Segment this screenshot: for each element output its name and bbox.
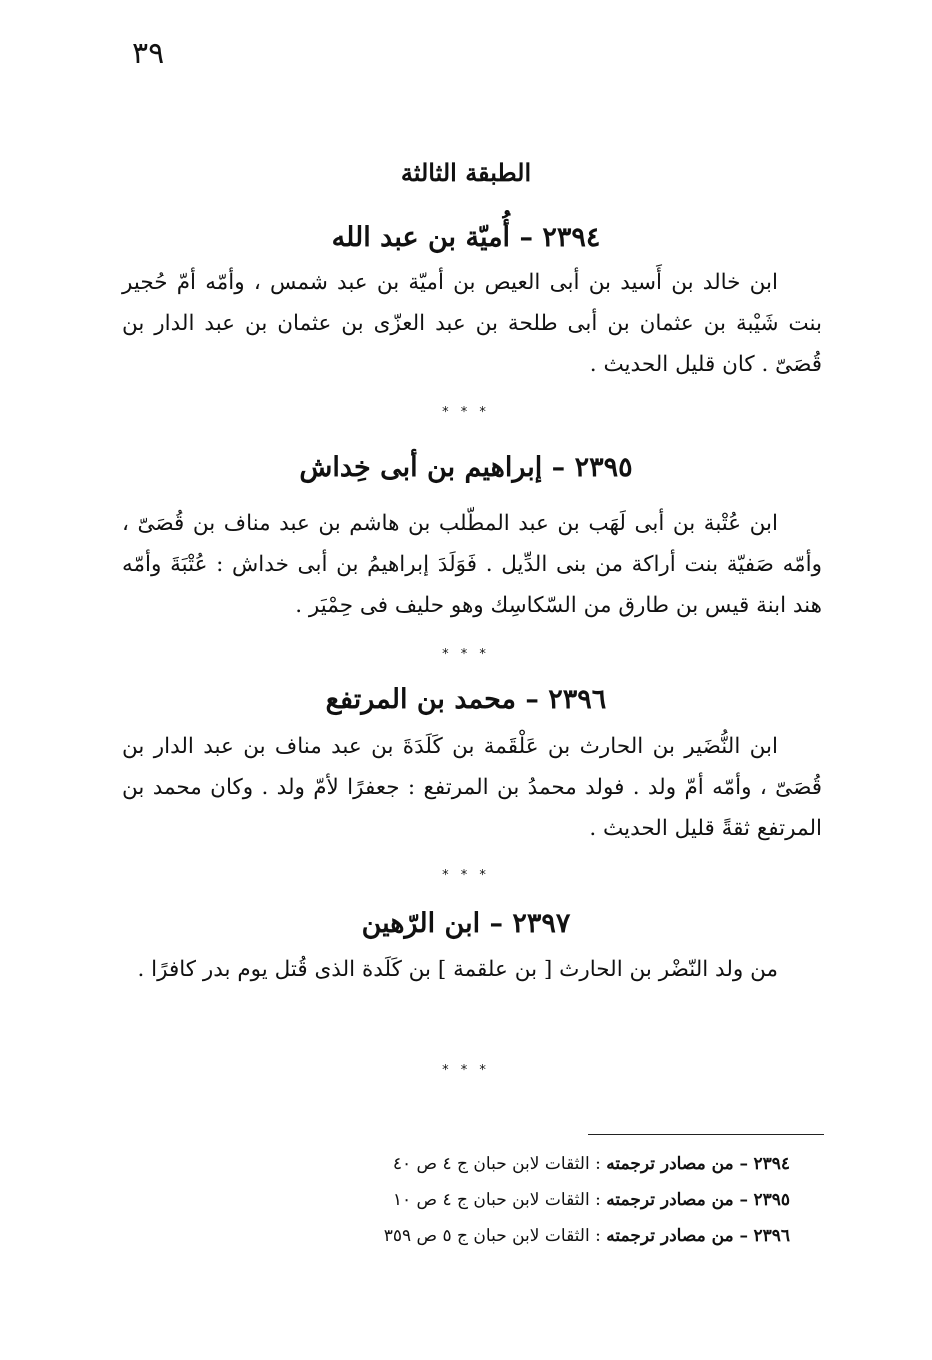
footnote-text: : الثقات لابن حبان ج ٤ ص ١٠	[392, 1190, 601, 1210]
footnote-number: ٢٣٩٥	[753, 1190, 790, 1210]
entry-heading: ٢٣٩٤ – أُميّة بن عبد الله	[331, 222, 601, 253]
entry-separator: * * *	[442, 868, 490, 883]
entry-separator: * * *	[442, 405, 490, 420]
entry-heading: ٢٣٩٧ – ابن الرّهين	[361, 908, 571, 939]
footnote-label: – من مصادر ترجمته	[606, 1226, 749, 1246]
entry-body: من ولد النّضْر بن الحارث [ بن علقمة ] بن كَلَدة الذى قُتل يوم بدر كافرًا .	[137, 957, 778, 982]
entry-heading: ٢٣٩٦ – محمد بن المرتفع	[325, 684, 607, 715]
page-number: ٣٩	[132, 36, 165, 71]
footnote-rule	[588, 1134, 824, 1135]
footnote-label: – من مصادر ترجمته	[606, 1154, 749, 1174]
section-title: الطبقة الثالثة	[400, 158, 532, 187]
footnote-text: : الثقات لابن حبان ج ٤ ص ٤٠	[392, 1154, 601, 1174]
footnote-label: – من مصادر ترجمته	[606, 1190, 749, 1210]
footnotes	[120, 1146, 790, 1254]
entry-body: ابن عُتْبة بن أبى لَهَب بن عبد المطّلب بن هاشم بن عبد مناف بن قُصَىّ ، وأمّه صَفيّة بنت أراكة من بنى الدِّيل . فَوَلَدَ إبراهيمُ بن أبى خداش : عُتْبَةَ وأمّه هند ابنة قيس بن طارق من السّكاسِك وهو حليف فى حِمْيَر .	[122, 511, 822, 618]
entry-body: ابن النُّضَير بن الحارث بن عَلْقَمة بن كَلَدَةَ بن عبد مناف بن عبد الدار بن قُصَىّ ، وأمّه أمّ ولد . فولد محمدُ بن المرتفع : جعفرًا لأمّ ولد . وكان محمد بن المرتفع ثقةً قليل الحديث .	[122, 734, 822, 841]
entry-separator: * * *	[442, 647, 490, 662]
entry-heading: ٢٣٩٥ – إبراهيم بن أبى خِداش	[299, 452, 633, 483]
footnote-number: ٢٣٩٤	[753, 1154, 790, 1174]
entry-separator: * * *	[442, 1063, 490, 1078]
footnote-line	[120, 1218, 790, 1254]
entry-body: ابن خالد بن أَسيد بن أبى العيص بن أميّة بن عبد شمس ، وأمّه أمّ حُجير بنت شَيْبة بن عثمان بن أبى طلحة بن عبد العزّى بن عثمان بن عبد الدار بن قُصَىّ . كان قليل الحديث .	[122, 270, 822, 377]
footnote-line	[120, 1182, 790, 1218]
footnote-line	[120, 1146, 790, 1182]
footnote-text: : الثقات لابن حبان ج ٥ ص ٣٥٩	[383, 1226, 601, 1246]
footnote-number: ٢٣٩٦	[753, 1226, 790, 1246]
